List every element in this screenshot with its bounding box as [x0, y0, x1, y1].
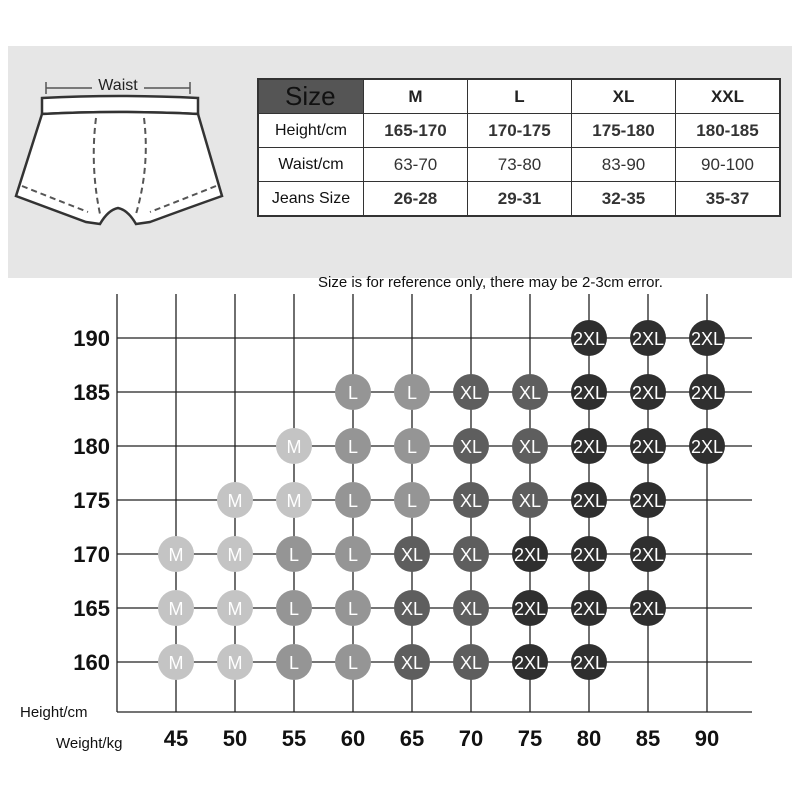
- size-dot-label: L: [347, 599, 359, 619]
- table-row-waist: [258, 148, 780, 182]
- size-dot-label: M: [227, 653, 243, 673]
- x-axis-label: Weight/kg: [56, 735, 123, 752]
- size-dot: [394, 644, 430, 680]
- size-dot: [453, 482, 489, 518]
- row-label-height: Height/cm: [258, 114, 364, 148]
- table-cell: 83-90: [572, 148, 676, 182]
- underwear-diagram: [8, 46, 258, 278]
- size-dot: [453, 590, 489, 626]
- table-cell: 90-100: [676, 148, 781, 182]
- size-dot-label: XL: [518, 437, 542, 457]
- size-dot-label: M: [227, 599, 243, 619]
- size-table-header-row: [258, 79, 780, 114]
- size-dot-label: 2XL: [631, 437, 665, 457]
- x-tick-label: 80: [576, 726, 602, 751]
- size-dot: [335, 590, 371, 626]
- size-dot-label: 2XL: [690, 383, 724, 403]
- size-dot: [217, 536, 253, 572]
- x-tick-label: 55: [281, 726, 307, 751]
- size-dot-label: 2XL: [631, 329, 665, 349]
- size-dot-label: M: [227, 491, 243, 511]
- size-dot: [630, 320, 666, 356]
- size-dot: [217, 644, 253, 680]
- size-dot-label: L: [288, 599, 300, 619]
- size-dot-label: 2XL: [513, 653, 547, 673]
- size-dot: [571, 536, 607, 572]
- size-dot-label: XL: [459, 599, 483, 619]
- size-dot: [276, 644, 312, 680]
- size-dot: [571, 428, 607, 464]
- size-dot-label: M: [286, 491, 302, 511]
- size-dot: [335, 374, 371, 410]
- size-dot: [394, 590, 430, 626]
- col-header-xl: XL: [572, 79, 676, 114]
- size-dot: [689, 374, 725, 410]
- row-label-waist: Waist/cm: [258, 148, 364, 182]
- size-dot: [689, 428, 725, 464]
- size-dot-label: 2XL: [631, 545, 665, 565]
- size-dot: [512, 482, 548, 518]
- size-dot: [158, 590, 194, 626]
- size-dot: [394, 536, 430, 572]
- size-dot-label: L: [347, 491, 359, 511]
- size-dot-label: XL: [400, 653, 424, 673]
- size-dot: [630, 428, 666, 464]
- x-axis-ticks: [164, 726, 719, 751]
- size-dot: [453, 536, 489, 572]
- x-tick-label: 45: [163, 726, 189, 751]
- x-tick-label: 75: [517, 726, 543, 751]
- size-chart-grid: [0, 280, 800, 800]
- size-dot: [453, 644, 489, 680]
- size-dot-label: XL: [459, 545, 483, 565]
- size-dot-label: L: [406, 383, 418, 403]
- size-dot-label: L: [406, 437, 418, 457]
- size-dot-label: L: [347, 545, 359, 565]
- size-dot: [512, 644, 548, 680]
- size-dot-label: XL: [518, 491, 542, 511]
- size-dot-label: 2XL: [690, 329, 724, 349]
- y-tick-label: 160: [73, 650, 110, 675]
- table-cell: 29-31: [468, 182, 572, 217]
- size-dot: [689, 320, 725, 356]
- y-tick-label: 170: [73, 542, 110, 567]
- size-dot-label: XL: [459, 491, 483, 511]
- size-dot-label: 2XL: [631, 491, 665, 511]
- briefs-body: [16, 112, 222, 224]
- size-dot: [158, 644, 194, 680]
- size-dot: [276, 428, 312, 464]
- x-tick-label: 50: [222, 726, 248, 751]
- size-dot: [571, 644, 607, 680]
- x-tick-label: 85: [635, 726, 661, 751]
- size-dot: [630, 536, 666, 572]
- size-header: Size: [258, 79, 364, 114]
- size-dot-label: M: [168, 653, 184, 673]
- size-dot-label: 2XL: [572, 329, 606, 349]
- size-dot-label: 2XL: [572, 383, 606, 403]
- x-tick-label: 90: [694, 726, 720, 751]
- x-tick-label: 60: [340, 726, 366, 751]
- size-dot: [571, 482, 607, 518]
- size-dot: [394, 374, 430, 410]
- size-dot: [512, 374, 548, 410]
- size-dot: [217, 482, 253, 518]
- y-tick-label: 165: [73, 596, 110, 621]
- size-dot-label: 2XL: [572, 545, 606, 565]
- y-axis-label: Height/cm: [20, 704, 88, 721]
- y-tick-label: 175: [73, 488, 110, 513]
- size-dot-label: XL: [459, 653, 483, 673]
- size-note: Size is for reference only, there may be 2-3cm error.: [318, 274, 663, 291]
- table-cell: 32-35: [572, 182, 676, 217]
- table-cell: 170-175: [468, 114, 572, 148]
- size-dot: [217, 590, 253, 626]
- table-cell: 35-37: [676, 182, 781, 217]
- size-dot-label: L: [406, 491, 418, 511]
- size-dot-label: 2XL: [513, 599, 547, 619]
- table-row-height: [258, 114, 780, 148]
- x-tick-label: 70: [458, 726, 484, 751]
- size-dot-label: XL: [400, 545, 424, 565]
- size-dot-label: 2XL: [572, 437, 606, 457]
- size-dot: [276, 536, 312, 572]
- size-dot: [335, 428, 371, 464]
- y-tick-label: 190: [73, 326, 110, 351]
- size-dot: [276, 590, 312, 626]
- size-dot: [571, 590, 607, 626]
- size-dot: [394, 428, 430, 464]
- table-cell: 26-28: [364, 182, 468, 217]
- size-dot-label: L: [347, 437, 359, 457]
- col-header-m: M: [364, 79, 468, 114]
- size-dot-label: 2XL: [572, 491, 606, 511]
- size-dot-label: 2XL: [572, 599, 606, 619]
- size-dot-label: L: [288, 653, 300, 673]
- size-dot-label: XL: [400, 599, 424, 619]
- size-dot: [335, 482, 371, 518]
- size-dot-label: M: [227, 545, 243, 565]
- x-tick-label: 65: [399, 726, 425, 751]
- size-dot-label: 2XL: [631, 599, 665, 619]
- y-tick-label: 180: [73, 434, 110, 459]
- size-dot: [571, 320, 607, 356]
- y-tick-label: 185: [73, 380, 110, 405]
- y-axis-ticks: [73, 326, 110, 675]
- col-header-xxl: XXL: [676, 79, 781, 114]
- waist-label: Waist: [98, 77, 138, 94]
- size-dot: [512, 590, 548, 626]
- size-dot: [630, 374, 666, 410]
- size-dot-label: M: [168, 599, 184, 619]
- size-dot-label: L: [347, 653, 359, 673]
- size-dot-label: M: [286, 437, 302, 457]
- size-dot: [630, 590, 666, 626]
- size-table: [257, 78, 781, 217]
- size-dot: [571, 374, 607, 410]
- size-dot-label: 2XL: [572, 653, 606, 673]
- table-cell: 175-180: [572, 114, 676, 148]
- size-dot: [453, 374, 489, 410]
- size-dot-label: 2XL: [631, 383, 665, 403]
- size-dot: [158, 536, 194, 572]
- size-dot-label: 2XL: [513, 545, 547, 565]
- table-cell: 73-80: [468, 148, 572, 182]
- size-dot: [512, 536, 548, 572]
- size-dot: [512, 428, 548, 464]
- table-cell: 180-185: [676, 114, 781, 148]
- row-label-jeans: Jeans Size: [258, 182, 364, 217]
- size-dot-label: XL: [459, 437, 483, 457]
- size-dot-label: L: [347, 383, 359, 403]
- size-dot: [276, 482, 312, 518]
- size-dot: [630, 482, 666, 518]
- table-row-jeans: [258, 182, 780, 217]
- size-dot-label: M: [168, 545, 184, 565]
- table-cell: 63-70: [364, 148, 468, 182]
- col-header-l: L: [468, 79, 572, 114]
- size-dot-label: L: [288, 545, 300, 565]
- size-dot: [335, 536, 371, 572]
- size-dot: [394, 482, 430, 518]
- table-cell: 165-170: [364, 114, 468, 148]
- size-dot-label: 2XL: [690, 437, 724, 457]
- size-dot-label: XL: [518, 383, 542, 403]
- size-dot: [453, 428, 489, 464]
- size-dot-label: XL: [459, 383, 483, 403]
- size-dot: [335, 644, 371, 680]
